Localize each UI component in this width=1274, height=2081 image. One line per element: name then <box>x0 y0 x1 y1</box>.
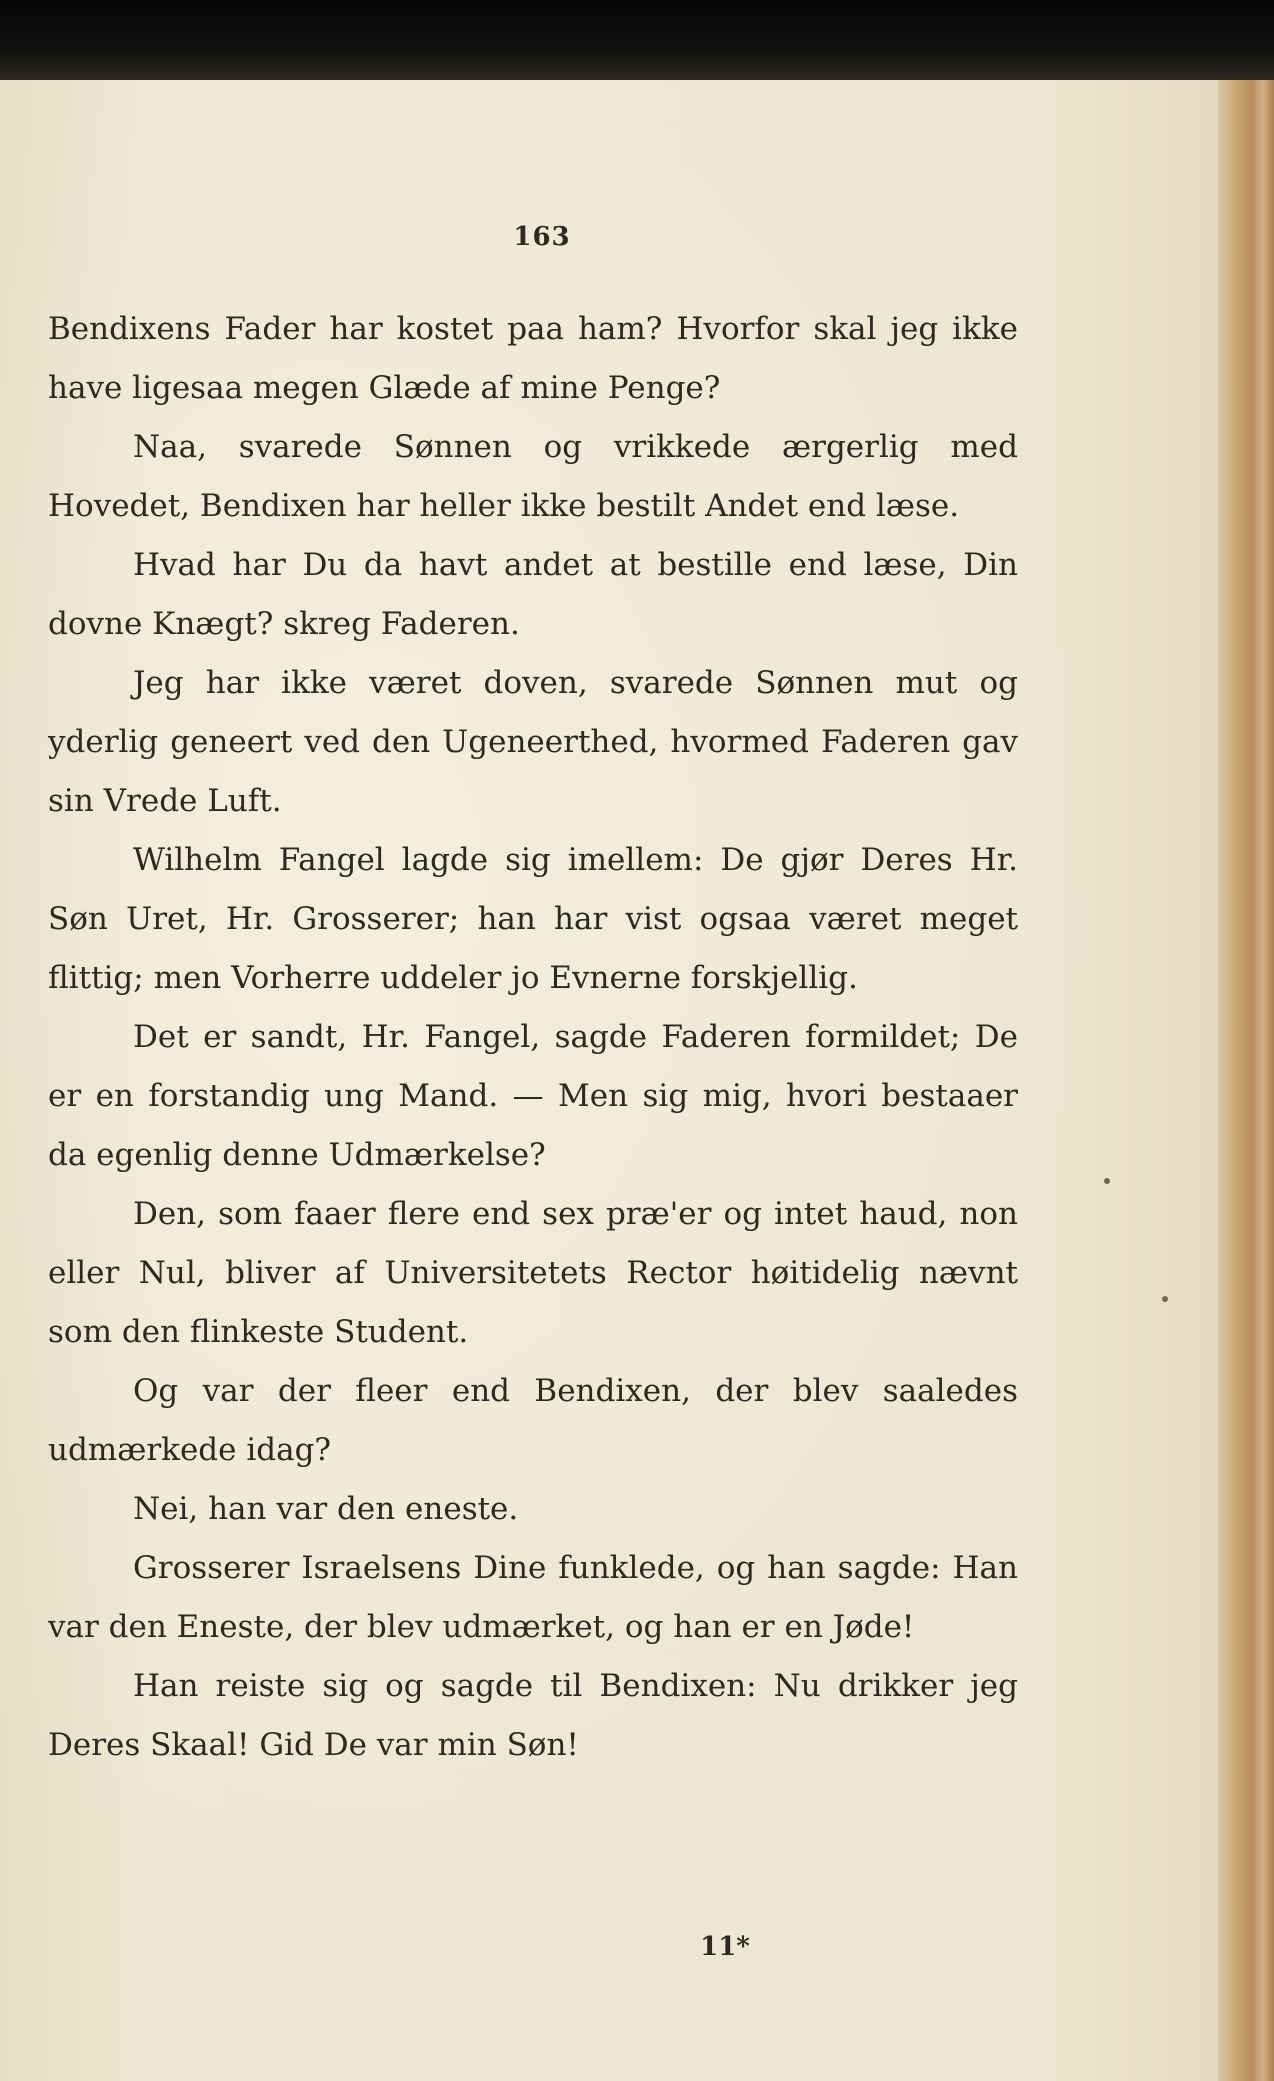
page-number: 163 <box>513 222 571 252</box>
paragraph: Naa, svarede Sønnen og vrikkede ærgerlig med Hovedet, Bendixen har heller ikke bestilt Andet end læse. <box>48 429 1018 524</box>
paragraph: Bendixens Fader har kostet paa ham? Hvorfor skal jeg ikke have ligesaa megen Glæde af mine Penge? <box>48 311 1018 406</box>
paragraph: Og var der fleer end Bendixen, der blev saaledes udmærkede idag? <box>48 1373 1018 1468</box>
paragraph: Jeg har ikke været doven, svarede Sønnen mut og yderlig geneert ved den Ugeneerthed, hvormed Faderen gav sin Vrede Luft. <box>48 665 1018 819</box>
paragraph: Den, som faaer flere end sex præ'er og intet haud, non eller Nul, bliver af Universitetets Rector høitidelig nævnt som den flinkeste Student. <box>48 1196 1018 1350</box>
ink-speck <box>1162 1296 1168 1302</box>
paragraph: Det er sandt, Hr. Fangel, sagde Faderen formildet; De er en forstandig ung Mand. — Men sig mig, hvori bestaaer da egenlig denne Udmærkelse? <box>48 1019 1018 1173</box>
paragraph: Grosserer Israelsens Dine funklede, og han sagde: Han var den Eneste, der blev udmærket, og han er en Jøde! <box>48 1550 1018 1645</box>
paragraph: Hvad har Du da havt andet at bestille end læse, Din dovne Knægt? skreg Faderen. <box>48 547 1018 642</box>
paragraph: Nei, han var den eneste. <box>133 1491 519 1527</box>
page-edge <box>1218 80 1274 2081</box>
signature-mark: 11* <box>700 1932 750 1962</box>
paragraph: Wilhelm Fangel lagde sig imellem: De gjør Deres Hr. Søn Uret, Hr. Grosserer; han har vist ogsaa været meget flittig; men Vorherre uddeler jo Evnerne forskjellig. <box>48 842 1018 996</box>
paragraph: Han reiste sig og sagde til Bendixen: Nu drikker jeg Deres Skaal! Gid De var min Søn! <box>48 1668 1018 1763</box>
body-text <box>48 300 1018 1775</box>
ink-speck <box>1104 1178 1110 1184</box>
